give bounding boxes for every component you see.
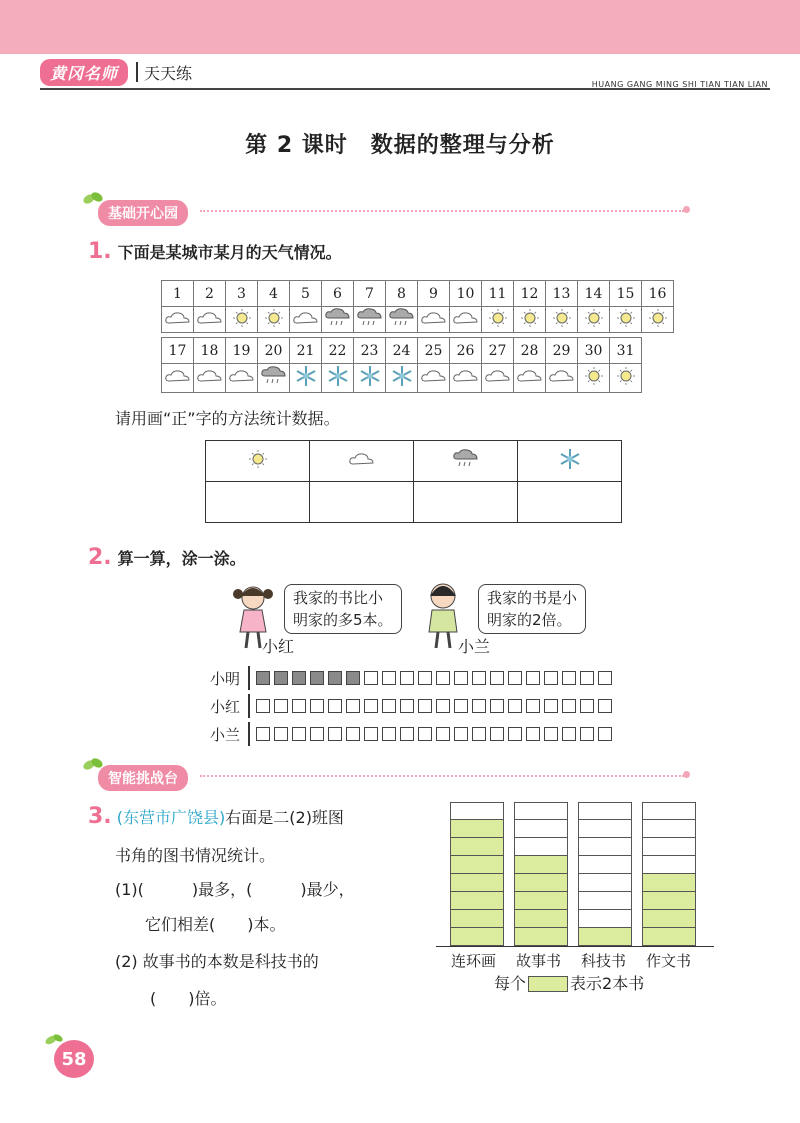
header-band — [0, 0, 800, 54]
bar-cell — [450, 910, 504, 928]
day-number: 23 — [354, 338, 386, 364]
book-square[interactable] — [562, 699, 576, 713]
weather-calendar — [161, 280, 674, 393]
book-square[interactable] — [526, 699, 540, 713]
category-labels — [448, 950, 694, 971]
snow-icon — [354, 364, 386, 393]
cloud-icon — [482, 364, 514, 393]
page-title: 第 2 课时 数据的整理与分析 — [245, 133, 555, 158]
book-square[interactable] — [400, 699, 414, 713]
calendar-row-2 — [161, 337, 642, 393]
day-number: 14 — [578, 281, 610, 307]
bar-cell — [450, 892, 504, 910]
book-square[interactable] — [508, 727, 522, 741]
day-number: 10 — [450, 281, 482, 307]
row-axis — [248, 694, 250, 718]
brand-subtitle: 天天练 — [144, 63, 193, 83]
book-square[interactable] — [328, 671, 342, 685]
bar-cell — [514, 838, 568, 856]
book-square[interactable] — [436, 671, 450, 685]
sub-question-1: (1)( )最多，( )最少， — [115, 880, 355, 899]
speech-bubble-xiaohong — [284, 584, 402, 634]
day-number: 24 — [386, 338, 418, 364]
book-square[interactable] — [508, 671, 522, 685]
book-square[interactable] — [580, 671, 594, 685]
rain-icon — [322, 307, 354, 333]
bar-cell — [642, 910, 696, 928]
sun-icon — [578, 307, 610, 333]
divider-dot — [683, 206, 690, 213]
bar-cell — [578, 928, 632, 946]
book-square[interactable] — [382, 727, 396, 741]
bar-cell — [642, 856, 696, 874]
sun-icon — [610, 364, 642, 393]
book-square[interactable] — [346, 699, 360, 713]
row-label: 小兰 — [210, 725, 241, 744]
book-square[interactable] — [364, 671, 378, 685]
tally-answer-cell[interactable] — [206, 482, 310, 523]
bar-cell — [514, 892, 568, 910]
day-number: 25 — [418, 338, 450, 364]
day-number: 29 — [546, 338, 578, 364]
name-xiaolan: 小兰 — [458, 637, 491, 656]
cloud-icon — [226, 364, 258, 393]
row-axis — [248, 722, 250, 746]
sun-icon — [206, 441, 310, 482]
legend-prefix: 每个 — [494, 974, 527, 993]
section-divider — [200, 210, 684, 212]
book-square[interactable] — [562, 727, 576, 741]
book-square[interactable] — [382, 699, 396, 713]
section-tag-basic: 基础开心园 — [98, 200, 188, 226]
day-number: 19 — [226, 338, 258, 364]
category-label: 作文书 — [645, 952, 691, 970]
cloud-icon — [514, 364, 546, 393]
bar-2 — [578, 802, 632, 946]
book-square[interactable] — [418, 671, 432, 685]
book-square[interactable] — [472, 671, 486, 685]
day-number: 27 — [482, 338, 514, 364]
book-square[interactable] — [436, 699, 450, 713]
book-square[interactable] — [364, 699, 378, 713]
book-square[interactable] — [310, 671, 324, 685]
rain-icon — [414, 441, 518, 482]
day-number: 2 — [194, 281, 226, 307]
day-number: 13 — [546, 281, 578, 307]
book-count-rows — [210, 664, 616, 748]
rain-icon — [354, 307, 386, 333]
day-number: 30 — [578, 338, 610, 364]
sun-icon — [514, 307, 546, 333]
row-axis — [248, 666, 250, 690]
bar-3 — [642, 802, 696, 946]
snow-icon — [290, 364, 322, 393]
book-square[interactable] — [256, 671, 270, 685]
question-text-cont: 书角的图书情况统计。 — [115, 846, 276, 865]
bar-columns — [450, 802, 696, 946]
day-number: 7 — [354, 281, 386, 307]
day-number: 6 — [322, 281, 354, 307]
bar-0 — [450, 802, 504, 946]
bubble-line: 明家的2倍。 — [487, 611, 572, 629]
cloud-icon — [310, 441, 414, 482]
book-square[interactable] — [310, 727, 324, 741]
speech-bubble-xiaolan — [478, 584, 586, 634]
book-square[interactable] — [256, 727, 270, 741]
bubble-line: 明家的多5本。 — [293, 611, 393, 629]
day-number: 5 — [290, 281, 322, 307]
question-number: 1. — [88, 239, 112, 264]
book-square[interactable] — [526, 727, 540, 741]
question-source: (东营市广饶县) — [116, 808, 226, 827]
rain-icon — [386, 307, 418, 333]
book-square[interactable] — [292, 671, 306, 685]
question-2 — [88, 545, 246, 570]
question-number: 3. — [88, 804, 112, 829]
bar-1 — [514, 802, 568, 946]
book-square[interactable] — [580, 699, 594, 713]
bar-cell — [514, 910, 568, 928]
bar-cell — [578, 820, 632, 838]
name-xiaohong: 小红 — [262, 637, 295, 656]
cloud-icon — [290, 307, 322, 333]
question-text: 算一算，涂一涂。 — [117, 549, 246, 568]
book-square[interactable] — [454, 727, 468, 741]
day-number: 4 — [258, 281, 290, 307]
row-label: 小红 — [210, 697, 241, 716]
section-divider — [200, 775, 684, 777]
book-square[interactable] — [292, 727, 306, 741]
category-label: 故事书 — [515, 952, 561, 970]
book-square[interactable] — [490, 699, 504, 713]
book-square[interactable] — [526, 671, 540, 685]
snow-icon — [386, 364, 418, 393]
header-english: HUANG GANG MING SHI TIAN TIAN LIAN — [591, 80, 768, 89]
cloud-icon — [418, 307, 450, 333]
sub-question-1-cont: 它们相差( )本。 — [145, 915, 286, 934]
book-square[interactable] — [292, 699, 306, 713]
cloud-icon — [418, 364, 450, 393]
calendar-row-1 — [161, 280, 674, 333]
bar-cell — [578, 856, 632, 874]
bar-chart — [436, 802, 714, 948]
bar-cell — [578, 892, 632, 910]
bar-cell — [642, 838, 696, 856]
brand-divider — [136, 62, 138, 82]
day-number: 20 — [258, 338, 290, 364]
book-square[interactable] — [274, 671, 288, 685]
book-square[interactable] — [382, 671, 396, 685]
cloud-icon — [450, 364, 482, 393]
cloud-icon — [194, 364, 226, 393]
sun-icon — [482, 307, 514, 333]
book-square[interactable] — [436, 727, 450, 741]
divider-dot — [683, 771, 690, 778]
sun-icon — [226, 307, 258, 333]
legend-suffix: 表示2本书 — [570, 974, 645, 993]
bar-cell — [450, 838, 504, 856]
day-number: 22 — [322, 338, 354, 364]
day-number: 17 — [162, 338, 194, 364]
sun-icon — [258, 307, 290, 333]
sun-icon — [578, 364, 610, 393]
bar-cell — [450, 856, 504, 874]
book-square[interactable] — [562, 671, 576, 685]
category-label: 连环画 — [450, 952, 496, 970]
bar-cell — [578, 874, 632, 892]
bar-cell — [514, 928, 568, 946]
brand — [40, 58, 192, 86]
book-square[interactable] — [508, 699, 522, 713]
book-square[interactable] — [400, 727, 414, 741]
book-square[interactable] — [418, 727, 432, 741]
question-text: 右面是二(2)班图 — [225, 808, 344, 827]
rain-icon — [258, 364, 290, 393]
day-number: 15 — [610, 281, 642, 307]
book-square[interactable] — [400, 671, 414, 685]
sun-icon — [610, 307, 642, 333]
question-1 — [88, 239, 342, 264]
day-number: 21 — [290, 338, 322, 364]
book-square[interactable] — [490, 671, 504, 685]
book-square[interactable] — [472, 727, 486, 741]
bar-cell — [642, 928, 696, 946]
day-number: 28 — [514, 338, 546, 364]
book-square[interactable] — [256, 699, 270, 713]
tally-answer-cell[interactable] — [414, 482, 518, 523]
snow-icon — [518, 441, 622, 482]
tally-answer-cell[interactable] — [518, 482, 622, 523]
book-square[interactable] — [364, 727, 378, 741]
book-square[interactable] — [310, 699, 324, 713]
day-number: 16 — [642, 281, 674, 307]
book-square[interactable] — [454, 699, 468, 713]
book-square[interactable] — [346, 671, 360, 685]
book-row — [210, 664, 616, 692]
book-square[interactable] — [580, 727, 594, 741]
bar-cell — [450, 874, 504, 892]
bar-cell — [642, 820, 696, 838]
cloud-icon — [162, 307, 194, 333]
day-number: 26 — [450, 338, 482, 364]
bar-cell — [450, 928, 504, 946]
bar-cell — [450, 820, 504, 838]
bubble-line: 我家的书比小 — [293, 589, 384, 607]
day-number: 18 — [194, 338, 226, 364]
bar-cell — [578, 910, 632, 928]
book-square[interactable] — [274, 699, 288, 713]
book-square[interactable] — [346, 727, 360, 741]
book-square[interactable] — [598, 699, 612, 713]
category-label: 科技书 — [580, 952, 626, 970]
bar-cell — [450, 802, 504, 820]
day-number: 3 — [226, 281, 258, 307]
book-square[interactable] — [544, 671, 558, 685]
sun-icon — [642, 307, 674, 333]
sub-question-2-cont: ( )倍。 — [150, 989, 227, 1008]
sun-icon — [546, 307, 578, 333]
bar-cell — [514, 820, 568, 838]
tally-instruction: 请用画“正”字的方法统计数据。 — [115, 409, 340, 428]
chart-legend — [494, 972, 644, 996]
legend-swatch — [528, 976, 568, 992]
book-square[interactable] — [328, 727, 342, 741]
book-square[interactable] — [454, 671, 468, 685]
brand-logo: 黄冈名师 — [40, 59, 128, 86]
bar-cell — [578, 838, 632, 856]
bar-cell — [642, 892, 696, 910]
tally-answer-cell[interactable] — [310, 482, 414, 523]
bar-cell — [578, 802, 632, 820]
bar-cell — [642, 874, 696, 892]
bar-cell — [514, 874, 568, 892]
tally-table — [205, 440, 622, 523]
book-square[interactable] — [490, 727, 504, 741]
cloud-icon — [194, 307, 226, 333]
snow-icon — [322, 364, 354, 393]
book-square[interactable] — [418, 699, 432, 713]
bar-cell — [642, 802, 696, 820]
sub-question-2: (2) 故事书的本数是科技书的 — [115, 952, 319, 971]
day-number: 9 — [418, 281, 450, 307]
book-square[interactable] — [328, 699, 342, 713]
cloud-icon — [450, 307, 482, 333]
bar-cell — [514, 856, 568, 874]
day-number: 1 — [162, 281, 194, 307]
day-number: 11 — [482, 281, 514, 307]
book-square[interactable] — [544, 727, 558, 741]
bubble-line: 我家的书是小 — [487, 589, 578, 607]
question-text: 下面是某城市某月的天气情况。 — [117, 243, 342, 262]
book-square[interactable] — [598, 671, 612, 685]
cloud-icon — [546, 364, 578, 393]
section-tag-challenge: 智能挑战台 — [98, 765, 188, 791]
book-square[interactable] — [598, 727, 612, 741]
book-square[interactable] — [274, 727, 288, 741]
day-number: 12 — [514, 281, 546, 307]
book-square[interactable] — [472, 699, 486, 713]
chart-baseline — [436, 946, 714, 947]
question-3 — [88, 805, 428, 830]
page-number: 58 — [54, 1040, 94, 1078]
question-number: 2. — [88, 545, 112, 570]
day-number: 31 — [610, 338, 642, 364]
cloud-icon — [162, 364, 194, 393]
row-label: 小明 — [210, 669, 241, 688]
bar-cell — [514, 802, 568, 820]
day-number: 8 — [386, 281, 418, 307]
book-row — [210, 692, 616, 720]
book-row — [210, 720, 616, 748]
book-square[interactable] — [544, 699, 558, 713]
